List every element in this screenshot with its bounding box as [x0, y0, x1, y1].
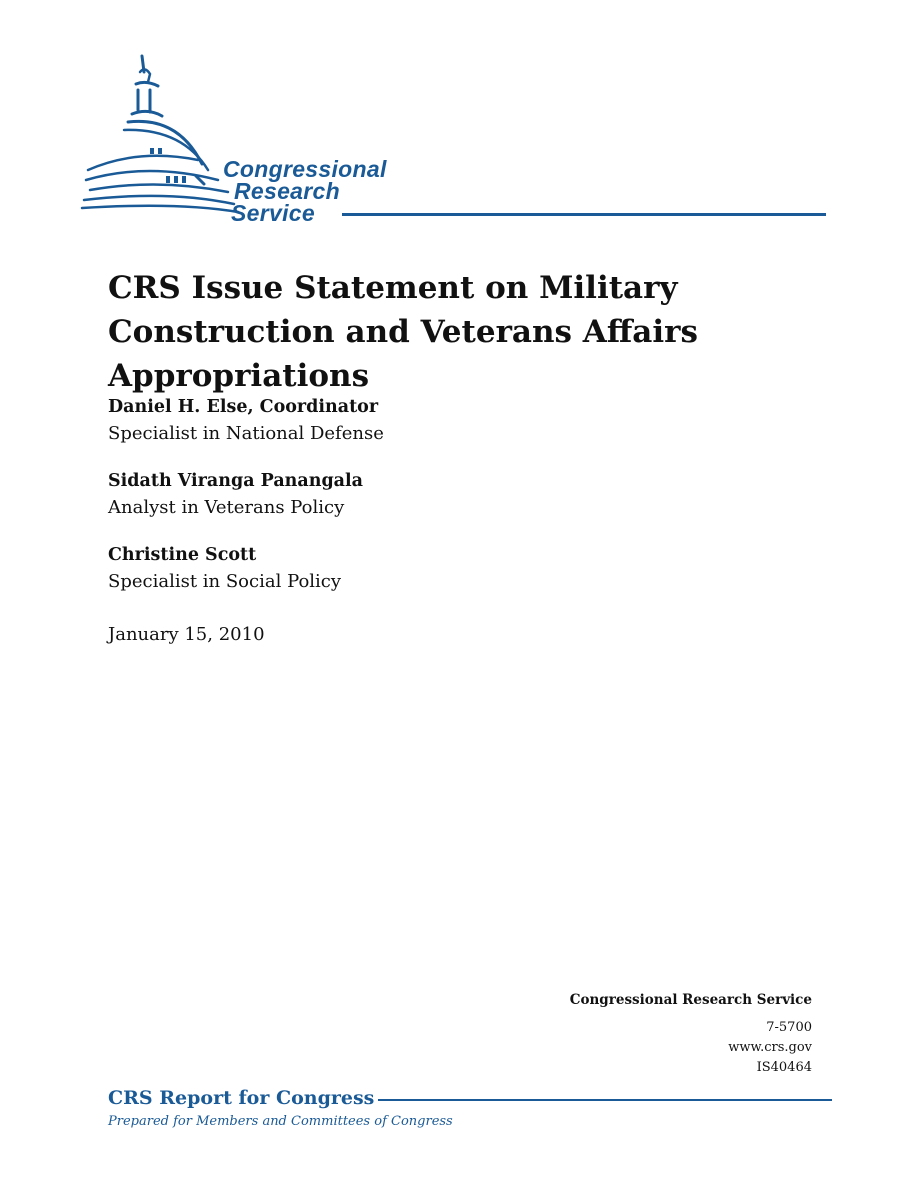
crs-info-block [570, 990, 812, 1078]
report-subtitle: Prepared for Members and Committees of Congress [108, 1114, 453, 1129]
report-title: CRS Report for Congress [108, 1087, 378, 1109]
logo-text-line1: Congressional [223, 156, 387, 182]
crs-logo [78, 52, 838, 232]
crs-url: www.crs.gov [728, 1040, 812, 1055]
logo-rule [342, 213, 826, 216]
logo-text-line3: Service [231, 200, 315, 226]
author-name: Christine Scott [108, 545, 257, 565]
report-footer [108, 1085, 832, 1131]
author-name: Daniel H. Else, Coordinator [108, 397, 379, 417]
crs-org-name: Congressional Research Service [569, 992, 812, 1008]
document-title: CRS Issue Statement on Military Construction and Veterans Affairs Appropriations [108, 270, 698, 394]
author-role: Specialist in Social Policy [108, 571, 342, 592]
author-block [108, 468, 363, 522]
publication-date: January 15, 2010 [108, 624, 265, 645]
author-role: Analyst in Veterans Policy [108, 497, 345, 518]
author-role: Specialist in National Defense [108, 423, 384, 444]
crs-code: 7-5700 [766, 1020, 812, 1035]
author-name: Sidath Viranga Panangala [108, 471, 364, 491]
crs-report-id: IS40464 [756, 1060, 812, 1075]
author-block [108, 542, 341, 596]
logo-text-line2: Research [234, 178, 340, 204]
author-block [108, 394, 384, 448]
